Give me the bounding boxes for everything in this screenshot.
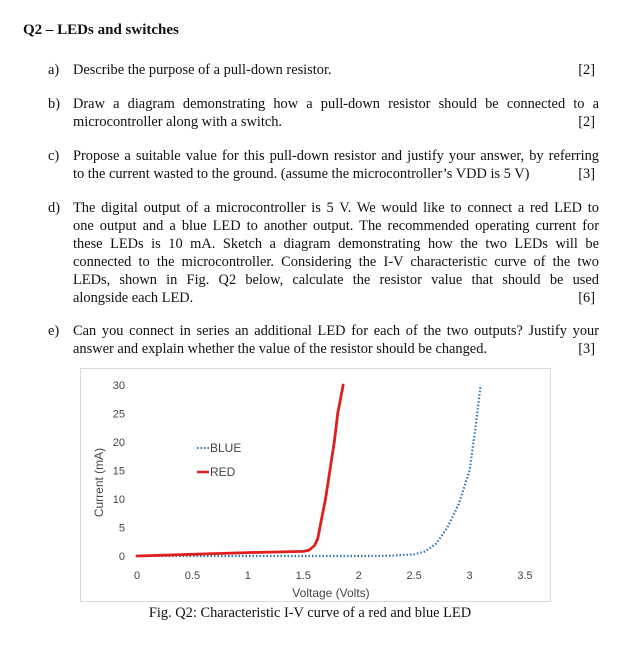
x-tick-label: 3	[466, 570, 473, 582]
marks: [3]	[578, 341, 595, 357]
question-line: The digital output of a microcontroller is 5 V. We would like to connect a red LED to	[73, 200, 599, 216]
question-line: Draw a diagram demonstrating how a pull-down resistor should be connected to a	[73, 96, 599, 112]
question-label: c)	[48, 148, 60, 164]
marks: [2]	[578, 114, 595, 130]
y-axis-label: Current (mA)	[92, 447, 106, 518]
x-tick-label: 2.5	[406, 570, 422, 582]
question-line: microcontroller along with a switch.	[73, 114, 283, 130]
y-tick-label: 30	[112, 380, 125, 392]
marks: [6]	[578, 290, 595, 306]
y-tick-label: 20	[112, 437, 125, 449]
y-tick-label: 0	[118, 551, 125, 563]
x-tick-label: 1.5	[295, 570, 311, 582]
question-line: connected to the microcontroller. Considering the I-V characteristic curve of the two	[73, 254, 599, 270]
question-line: Can you connect in series an additional LED for each of the two outputs? Justify your	[73, 323, 599, 339]
question-line: to the current wasted to the ground. (assume the microcontroller’s VDD is 5 V)	[73, 166, 530, 182]
question-line: Propose a suitable value for this pull-down resistor and justify your answer, by referring	[73, 148, 599, 164]
question-label: d)	[48, 200, 60, 216]
x-tick-label: 3.5	[517, 570, 533, 582]
marks: [3]	[578, 166, 595, 182]
x-tick-label: 0.5	[184, 570, 201, 582]
legend-label-blue: BLUE	[210, 441, 242, 455]
question-line: one output and a blue LED to another output. The recommended operating current for	[73, 218, 599, 234]
series-line-blue	[137, 385, 481, 556]
x-axis-label: Voltage (Volts)	[292, 586, 370, 600]
x-tick-label: 0	[133, 570, 141, 582]
question-d	[48, 199, 599, 307]
marks: [2]	[578, 62, 595, 78]
y-tick-label: 10	[112, 494, 125, 506]
question-a	[48, 61, 599, 79]
series-line-red	[137, 385, 343, 556]
y-tick-label: 25	[112, 408, 125, 421]
figure-frame	[80, 368, 551, 602]
x-tick-label: 1	[244, 570, 251, 582]
question-e	[48, 322, 599, 358]
x-tick-label: 2	[355, 570, 362, 582]
question-line: alongside each LED.	[73, 290, 194, 306]
y-tick-label: 15	[112, 465, 125, 478]
iv-chart	[81, 369, 550, 601]
y-tick-label: 5	[118, 522, 125, 535]
question-line: answer and explain whether the value of the resistor should be changed.	[73, 341, 487, 357]
question-line: LEDs, shown in Fig. Q2 below, calculate the resistor value that should be used	[73, 272, 599, 288]
section-heading: Q2 – LEDs and switches	[23, 22, 179, 38]
question-b	[48, 95, 599, 131]
question-line: these LEDs is 10 mA. Sketch a diagram demonstrating how the two LEDs will be	[73, 236, 599, 252]
legend-label-red: RED	[210, 465, 236, 479]
question-line: Describe the purpose of a pull-down resistor.	[73, 62, 332, 78]
question-label: a)	[48, 62, 60, 78]
question-label: b)	[48, 96, 60, 112]
question-label: e)	[48, 323, 60, 339]
figure-caption: Fig. Q2: Characteristic I-V curve of a red and blue LED	[148, 605, 472, 621]
question-c	[48, 147, 599, 183]
